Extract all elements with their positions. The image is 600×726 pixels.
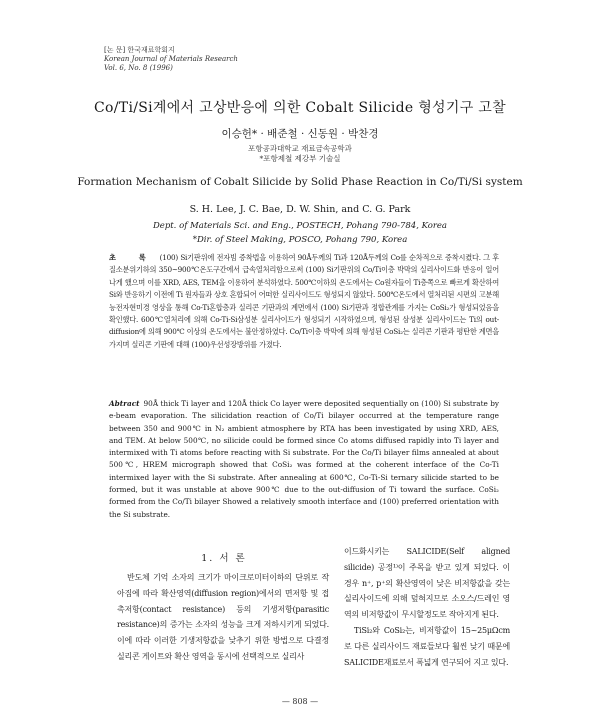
affiliation-korean [0,144,600,164]
abstract-korean-label: 초 록 [109,253,156,262]
intro-paragraph-right-1: 이드화시키는 SALICIDE(Self aligned silicide) 공정¹⁾이 주목을 받고 있게 되었다. 이 경우 n⁺, p⁺의 확산영역이 낮은 비저항값을 갖는 실리사이드에 의해 덮혀지므로 소오스/드레인 영역의 비저항값이 무시할정도로 작아지게 된다. [344,547,510,620]
affiliation-english [0,219,600,247]
abstract-korean [109,252,499,351]
page-number: — 808 — [281,697,319,706]
body-column-left [117,570,329,665]
affiliation-english-line-2: *Dir. of Steel Making, POSCO, Pohang 790, Korea [192,235,408,245]
affiliation-english-line-1: Dept. of Materials Sci. and Eng., POSTECH, Pohang 790-784, Korea [152,221,448,231]
authors-korean: 이승헌* · 배준철 · 신동원 · 박찬경 [221,128,379,140]
abstract-korean-text: (100) Si기판위에 전자빔 증착법을 이용하여 90Å두께의 Ti과 120Å두께의 Co를 순차적으로 증착시켰다. 그 후 질소분위기하의 350~900℃온도구간에서 급속열처리함으로써 (100) Si기판위의 Co/Ti이층 박막의 실리사이드화 반응이 일어나게 했으며 이를 XRD, AES, TEM을 이용하여 분석하였다. 500℃이하의 온도에서는 Co원자들이 Ti층쪽으로 빠르게 확산하여 Si와 반응하기 이전에 Ti 원자들과 상호 혼합되어 어떠한 실리사이드도 형성되지 않았다. 500℃온도에서 열처리된 시편의 고분해능전자현미경 영상을 통해 Co-Ti혼합층과 실리콘 기판과의 계면에서 (100) Si기판과 정합관계를 가지는 CoSi₂가 형성되었음을 확인했다. 600℃열처리에 의해 Co-Ti-Si삼성분 실리사이드가 형성되기 시작하였으며, 형성된 삼성분 실리사이드는 Ti의 out-diffusion에 의해 900℃ 이상의 온도에서는 불안정하였다. Co/Ti이층 박막에 의해 형성된 CoSi₂는 실리콘 기판과 평탄한 계면을 가지며 실리콘 기판에 대해 (100)우선성장방위를 가졌다. [109,253,500,349]
affiliation-korean-line-1: 포항공과대학교 재료금속공학과 [248,144,352,153]
journal-line-english: Korean Journal of Materials Research [104,55,238,63]
title-english: Formation Mechanism of Cobalt Silicide by Solid Phase Reaction in Co/Ti/Si system [77,176,523,188]
intro-paragraph-left: 반도체 기억 소자의 크기가 마이크로미터이하의 단위로 작아짐에 따라 확산영역(diffusion region)에서의 면저항 및 접촉저항(contact resistance) 등의 기생저항(parasitic resistance)의 증가는 소자의 성능을 크게 저하시키게 되었다. 이에 따라 이러한 기생저항값을 낮추기 위한 방법으로 다결정 실리콘 게이트와 확산 영역을 동시에 선택적으로 실리사 [117,573,329,661]
section-heading-introduction: 1. 서 론 [201,553,247,564]
journal-info [104,46,238,73]
authors-english: S. H. Lee, J. C. Bae, D. W. Shin, and C. G. Park [189,204,411,215]
abstract-english-label: Abtract [109,399,140,408]
affiliation-korean-line-2: *포항제철 제강부 기술실 [259,154,341,163]
journal-line-korean: [논 문] 한국재료학회지 [104,46,175,54]
journal-volume: Vol. 6, No. 8 (1996) [104,64,173,72]
abstract-english [109,398,499,521]
body-column-right [344,544,510,670]
abstract-english-text: 90Å thick Ti layer and 120Å thick Co layer were deposited sequentially on (100) Si substrate by e-beam evaporation. The silicidation reaction of Co/Ti bilayer occurred at the temperature range between 350 and 900℃ in N₂ ambient atmosphere by RTA has been investigated by using XRD, AES, and TEM. At below 500℃, no silicide could be formed since Co atoms diffused rapidly into Ti layer and intermixed with Ti atoms before reacting with Si substrate. For the Co/Ti bilayer films annealed at about 500℃, HREM micrograph showed that CoSi₂ was formed at the coherent interface of the Co-Ti intermixed layer with the Si substrate. After annealing at 600℃, Co-Ti-Si ternary silicide started to be formed, but it was unstable at above 900℃ due to the out-diffusion of Ti toward the surface. CoSi₂ formed from the Co/Ti bilayer Showed a relatively smooth interface and (100) preferred orientation with the Si substrate. [109,399,499,519]
title-korean: Co/Ti/Si계에서 고상반응에 의한 Cobalt Silicide 형성기구 고찰 [94,100,506,116]
intro-paragraph-right-2: TiSi₂와 CoSi₂는, 비저항값이 15~25μΩcm로 다른 실리사이드 재료들보다 훨씬 낮기 때문에 SALICIDE재료로서 폭넓게 연구되어 지고 있다. [344,625,510,667]
